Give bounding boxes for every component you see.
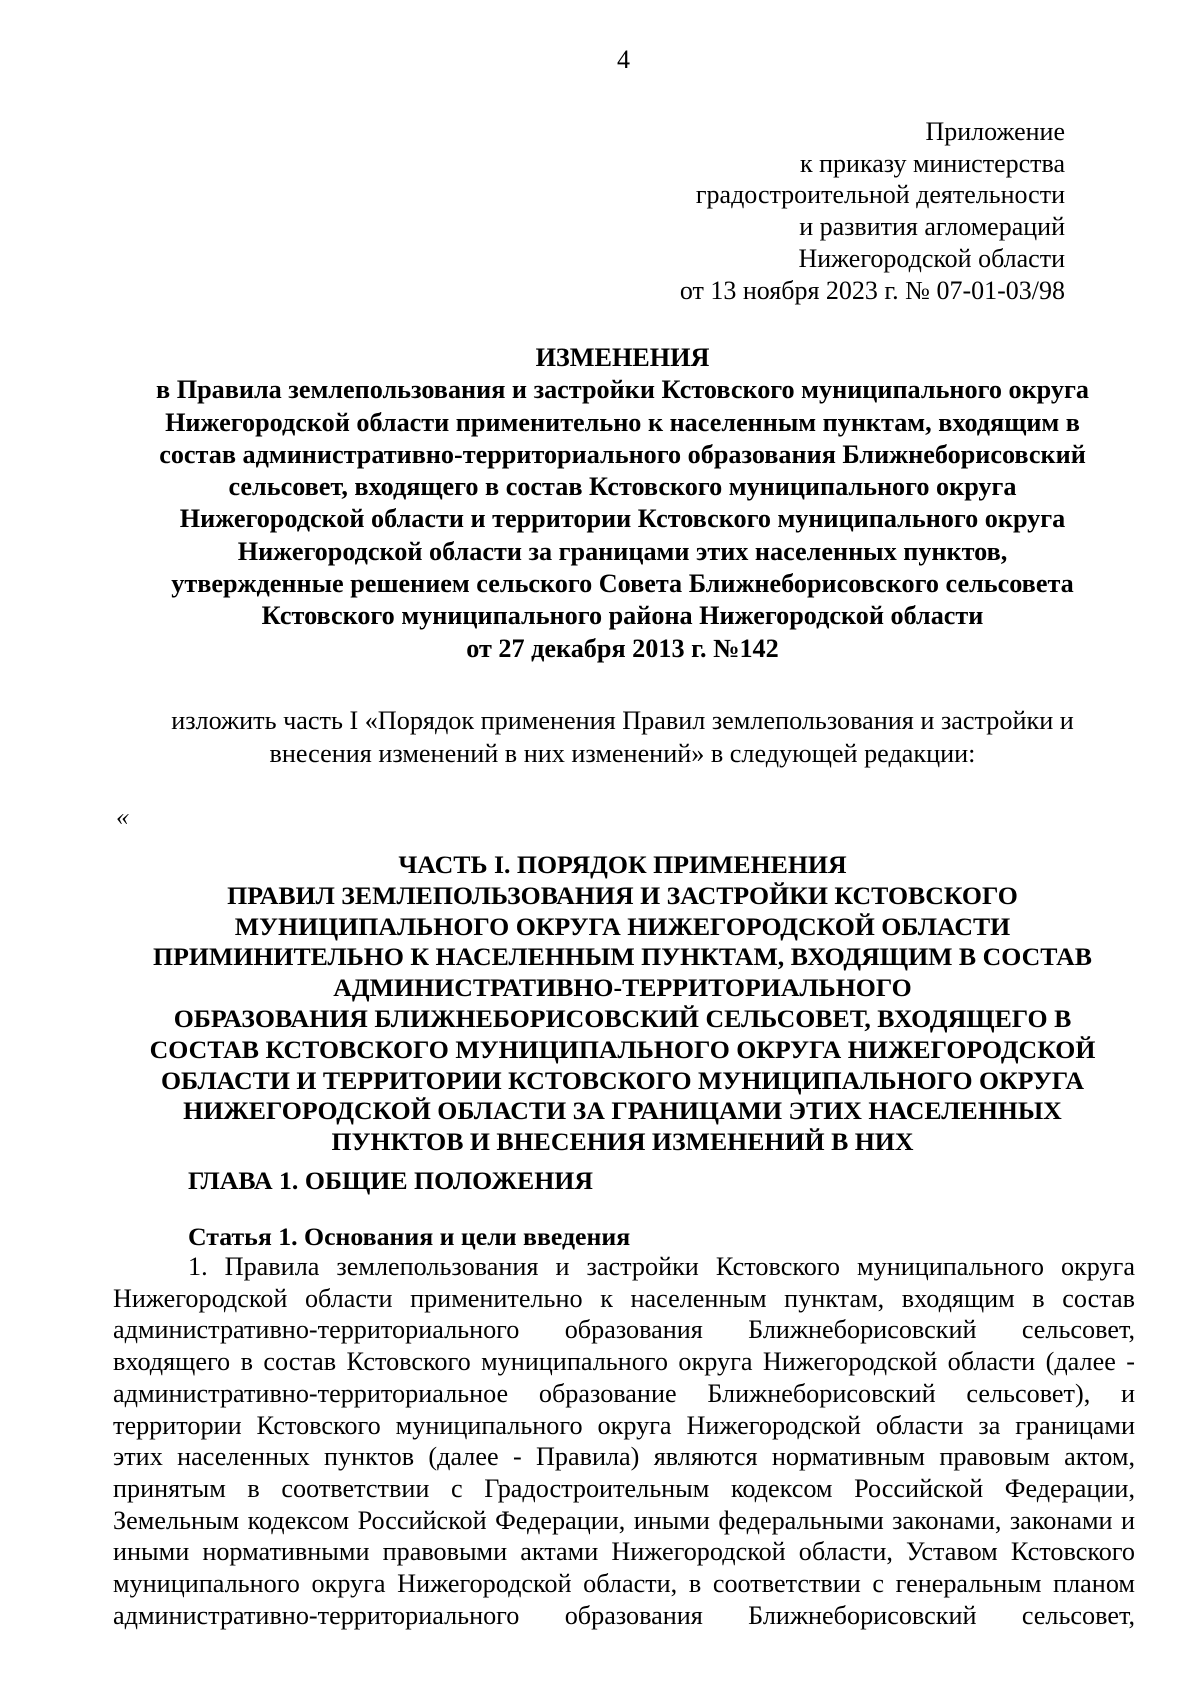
title-line: утвержденные решением сельского Совета Ближнеборисовского сельсовета [171,569,1074,599]
title-line: состав административно-территориального образования Ближнеборисовский [159,439,1086,469]
title-line: в Правила землепользования и застройки Кстовского муниципального округа [156,375,1089,405]
part-heading-line: НИЖЕГОРОДСКОЙ ОБЛАСТИ ЗА ГРАНИЦАМИ ЭТИХ НАСЕЛЕННЫХ [183,1096,1062,1126]
body-line: принятым в соответствии с Градостроительным кодексом Российской Федерации, [113,1473,1135,1503]
title-line: Нижегородской области за границами этих населенных пунктов, [237,536,1008,566]
title-line: от 27 декабря 2013 г. №142 [466,633,779,663]
appendix-line: Нижегородской области [798,243,1065,273]
instruction-paragraph [110,704,1135,770]
document-title [110,342,1135,665]
body-line: 1. Правила землепользования и застройки Кстовского муниципального округа [188,1252,1135,1281]
part-heading-line: СОСТАВ КСТОВСКОГО МУНИЦИПАЛЬНОГО ОКРУГА НИЖЕГОРОДСКОЙ [149,1034,1096,1064]
appendix-line: градостроительной деятельности [695,180,1065,210]
body-line: входящего в состав Кстовского муниципального округа Нижегородской области (далее - [113,1347,1135,1377]
part-heading-line: ПРИМИНИТЕЛЬНО К НАСЕЛЕННЫМ ПУНКТАМ, ВХОДЯЩИМ В СОСТАВ [153,942,1092,972]
article-body [113,1251,1135,1631]
title-line: Нижегородской области применительно к населенным пунктам, входящим в [165,407,1080,437]
part-heading-line: ОБЛАСТИ И ТЕРРИТОРИИ КСТОВСКОГО МУНИЦИПАЛЬНОГО ОКРУГА [160,1065,1085,1095]
body-line: Нижегородской области применительно к населенным пунктам, входящим в состав [113,1283,1135,1313]
chapter-heading: ГЛАВА 1. ОБЩИЕ ПОЛОЖЕНИЯ [188,1166,593,1195]
instruction-line: изложить часть I «Порядок применения Правил землепользования и застройки и [171,706,1074,735]
part-heading-line: МУНИЦИПАЛЬНОГО ОКРУГА НИЖЕГОРОДСКОЙ ОБЛАСТИ [234,911,1011,941]
article-heading: Статья 1. Основания и цели введения [188,1222,631,1251]
appendix-block [680,116,1065,306]
appendix-line: от 13 ноября 2023 г. № 07-01-03/98 [679,275,1065,305]
part-heading-line: ОБРАЗОВАНИЯ БЛИЖНЕБОРИСОВСКИЙ СЕЛЬСОВЕТ, ВХОДЯЩЕГО В [173,1003,1072,1033]
appendix-line: Приложение [925,117,1065,146]
part-heading [110,850,1135,1158]
body-line: этих населенных пунктов (далее - Правила) являются нормативным правовым актом, [113,1442,1135,1472]
body-line: административно-территориального образования Ближнеборисовский сельсовет, [113,1600,1135,1630]
appendix-line: и развития агломераций [799,212,1065,242]
title-line: Нижегородской области и территории Кстовского муниципального округа [179,504,1066,534]
part-heading-line: ПРАВИЛ ЗЕМЛЕПОЛЬЗОВАНИЯ И ЗАСТРОЙКИ КСТОВСКОГО [227,880,1018,910]
body-line: Земельным кодексом Российской Федерации, иными федеральными законами, законами и [113,1505,1135,1535]
title-line: Кстовского муниципального района Нижегородской области [261,601,984,631]
body-line: иными нормативными правовыми актами Нижегородской области, Уставом Кстовского [113,1537,1135,1567]
title-line: сельсовет, входящего в состав Кстовского муниципального округа [228,472,1017,502]
part-heading-line: ПУНКТОВ И ВНЕСЕНИЯ ИЗМЕНЕНИЙ В НИХ [331,1127,914,1157]
body-line: муниципального округа Нижегородской области, в соответствии с генеральным планом [113,1569,1135,1599]
title-line: ИЗМЕНЕНИЯ [535,343,710,372]
part-heading-line: АДМИНИСТРАТИВНО-ТЕРРИТОРИАЛЬНОГО [333,973,912,1003]
body-line: административно-территориальное образование Ближнеборисовский сельсовет), и [113,1378,1135,1408]
opening-quote-mark: « [116,802,129,831]
part-heading-line: ЧАСТЬ I. ПОРЯДОК ПРИМЕНЕНИЯ [398,850,847,879]
instruction-line: внесения изменений в них изменений» в следующей редакции: [269,739,976,768]
page-number: 4 [617,45,630,74]
body-line: территории Кстовского муниципального округа Нижегородской области за границами [113,1410,1135,1440]
body-line: административно-территориального образования Ближнеборисовский сельсовет, [113,1315,1135,1345]
appendix-line: к приказу министерства [800,148,1065,178]
